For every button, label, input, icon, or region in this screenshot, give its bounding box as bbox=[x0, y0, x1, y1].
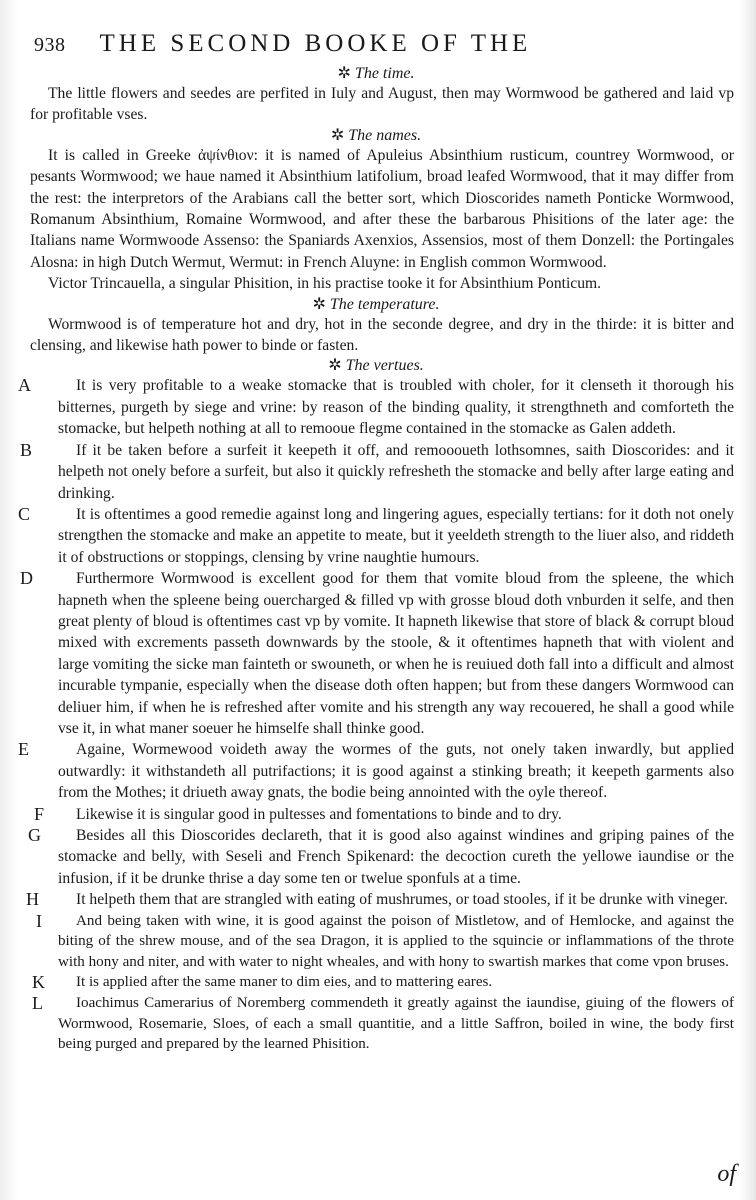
heading-text: The vertues. bbox=[345, 357, 424, 375]
margin-letter: A bbox=[18, 375, 31, 396]
heading-text: The time. bbox=[354, 65, 415, 82]
vertue-entry-i bbox=[18, 911, 734, 973]
page-header bbox=[18, 30, 734, 64]
catchword: of bbox=[717, 1161, 736, 1187]
temperature-paragraph: Wormwood is of temperature hot and dry, hot in the seconde degree, and dry in the thirde: it is bitter and clensing, and likewise hath power to binde or fasten. bbox=[30, 315, 734, 355]
vertue-entry-h bbox=[18, 889, 734, 910]
entry-text: Furthermore Wormwood is excellent good for them that vomite bloud from the spleene, the which hapneth when the spleene being ouercharged & filled vp with grosse bloud doth vnburden it selfe, and then great plenty of bloud is oftentimes cast vp by vomite. It hapneth likewise that store of black & corrupt bloud mixed with excrements passeth downwards by the stoole, & it oftentimes hapneth that with violent and large vomiting the sicke man fainteth or swouneth, or when he is reuiued doth fall into a difficult and almost incurable tympanie, especially when the disease doth often happen; but from these dangers Wormwood can deliuer him, if when he is refreshed after vomite and his strength any way recouered, he shall a good while vse it, in what maner soeuer he himselfe shall thinke good. bbox=[58, 570, 734, 737]
vertue-entry-b bbox=[18, 440, 734, 504]
vertue-entry-f bbox=[18, 804, 734, 825]
margin-letter: B bbox=[20, 439, 33, 460]
vertue-entry-c bbox=[18, 504, 734, 568]
vertue-entry-d bbox=[18, 568, 734, 739]
vertue-entry-l bbox=[18, 993, 734, 1055]
section-heading-names bbox=[18, 126, 734, 145]
entry-text: And being taken with wine, it is good against the poison of Mistletow, and of Hemlocke, and against the biting of the shrew mouse, and of the sea Dragon, it is applied to the squincie or inflammations of the throte with hony and niter, and with water to night wheales, and with hony to swartish markes that come vpon bruses. bbox=[58, 912, 734, 970]
margin-letter: K bbox=[32, 972, 45, 993]
names-paragraph-2: Victor Trincauella, a singular Phisition, in his practise tooke it for Absinthium Ponticum. bbox=[48, 275, 602, 293]
margin-letter: D bbox=[20, 568, 33, 589]
vertue-entry-a bbox=[18, 375, 734, 439]
entry-text: Ioachimus Camerarius of Noremberg commendeth it greatly against the iaundise, giuing of the flowers of Wormwood, Rosemarie, Sloes, of each a small quantitie, and a little Saffron, boiled in wine, the body first being purged and prepared by the learned Phisition. bbox=[58, 995, 734, 1053]
margin-letter: C bbox=[18, 503, 31, 524]
entry-text: If it be taken before a surfeit it keepeth it off, and remoooueth lothsomnes, saith Dioscorides: and it helpeth not onely before a surfeit, but also it quickly refresheth the stomacke and belly after large eating and drinking. bbox=[58, 441, 734, 502]
heading-text: The names. bbox=[348, 126, 422, 144]
margin-letter: E bbox=[18, 739, 29, 760]
section-heading-vertues bbox=[18, 356, 734, 375]
margin-letter: L bbox=[32, 993, 43, 1013]
entry-text: It is oftentimes a good remedie against long and lingering agues, especially tertians: for it doth not onely strengthen the stomacke and make an appetite to meate, but it yeeldeth strength to the liuer also, and riddeth it of obstructions or stoppings, clensing by vrine naughtie humours. bbox=[58, 505, 734, 566]
entry-text: It is very profitable to a weake stomacke that is troubled with choler, for it clenseth it thorough his bitternes, purgeth by siege and vrine: by reason of the binding quality, it strengthneth and comforteth the stomacke, but helpeth nothing at all to remooue flegme contained in the stomacke as Galen addeth. bbox=[58, 377, 734, 438]
entry-text: It is applied after the same maner to dim eies, and to mattering eares. bbox=[76, 974, 493, 991]
entry-text: Besides all this Dioscorides declareth, that it is good also against windines and griping paines of the stomacke and belly, with Seseli and French Spikenard: the decoction cureth the yellowe iaundise or the infusion, if it be drunke thrise a day some ten or twelue sponfuls at a time. bbox=[58, 827, 734, 887]
section-heading-time bbox=[18, 64, 734, 83]
margin-letter: G bbox=[28, 825, 41, 845]
entry-text: Likewise it is singular good in pultesses and fomentations to binde and to dry. bbox=[76, 805, 562, 823]
asterism-icon: ✲ bbox=[328, 357, 346, 375]
names-paragraph: It is called in Greeke ἀψίνθιον: it is named of Apuleius Absinthium rusticum, countrey Wormwood, or pesants Wormwood; we haue named it Absinthium latifolium, broad leafed Wormwood, that it may differ from the rest: the interpretors of the Arabians call the better sort, which Dioscorides nameth Ponticke Wormwood, Romanum Absinthium, Romaine Wormwood, and after these the barbarous Phisitions of the later age: the Italians name Wormwoode Assenso: the Spaniards Axenxios, Assensios, most of them Donzell: the Portingales Alosna: in high Dutch Wermut, Wermut: in French Aluyne: in English common Wormwood. bbox=[30, 146, 734, 271]
asterism-icon: ✲ bbox=[330, 126, 349, 144]
vertue-entry-e bbox=[18, 739, 734, 803]
page-number: 938 bbox=[34, 34, 66, 56]
asterism-icon: ✲ bbox=[337, 65, 355, 82]
vertue-entry-g bbox=[18, 825, 734, 889]
section-heading-temperature bbox=[18, 295, 734, 314]
vertue-entry-k bbox=[18, 972, 734, 993]
heading-text: The temperature. bbox=[329, 295, 440, 313]
running-title: THE SECOND BOOKE OF THE bbox=[99, 30, 532, 57]
margin-letter: I bbox=[36, 910, 42, 931]
entry-text: Againe, Wormewood voideth away the wormes of the guts, not onely taken inwardly, but applied outwardly: it withstandeth all putrifactions; it is good against a stinking breath; it keepeth garments also from the Mothes; it driueth away gnats, the bodie being annointed with the oyle thereof. bbox=[58, 741, 734, 802]
entry-text: It helpeth them that are strangled with eating of mushrumes, or toad stooles, if it be drunke with vineger. bbox=[76, 891, 728, 909]
margin-letter: H bbox=[26, 889, 39, 910]
time-paragraph: The little flowers and seedes are perfited in Iuly and August, then may Wormwood be gathered and laid vp for profitable vses. bbox=[30, 85, 734, 124]
margin-letter: F bbox=[34, 803, 45, 824]
asterism-icon: ✲ bbox=[312, 295, 330, 313]
